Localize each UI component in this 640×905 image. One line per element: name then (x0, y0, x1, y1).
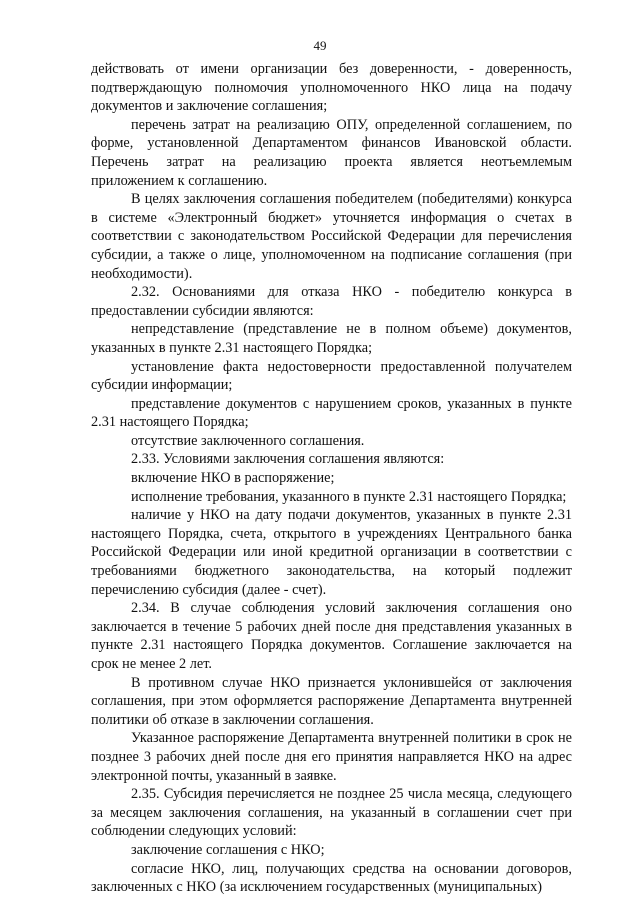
paragraph: перечень затрат на реализацию ОПУ, определенной соглашением, по форме, установленной Департаментом финансов Ивановской области. Перечень затрат на реализацию проекта является неотъемлемым приложением к соглашению. (91, 116, 572, 189)
paragraph: В целях заключения соглашения победителем (победителями) конкурса в системе «Электронный бюджет» уточняется информация о счетах в соответствии с законодательством Российской Федерации для перечисления субсидии, а также о лице, уполномоченном на подписание соглашения (при необходимости). (91, 191, 572, 282)
paragraph: действовать от имени организации без доверенности, - доверенность, подтверждающую полномочия уполномоченного НКО лица на подачу документов и заключение соглашения; (91, 61, 572, 115)
paragraph: 2.32. Основаниями для отказа НКО - победителю конкурса в предоставлении субсидии являются: (91, 284, 572, 319)
paragraph: непредставление (представление не в полном объеме) документов, указанных в пункте 2.31 настоящего Порядка; (91, 321, 572, 356)
paragraph: отсутствие заключенного соглашения. (131, 432, 365, 449)
document-body (91, 60, 572, 897)
paragraph: исполнение требования, указанного в пункте 2.31 настоящего Порядка; (131, 488, 567, 505)
paragraph: 2.33. Условиями заключения соглашения являются: (131, 451, 445, 468)
paragraph: В противном случае НКО признается уклонившейся от заключения соглашения, при этом оформляется распоряжение Департамента внутренней политики об отказе в заключении соглашения. (91, 674, 572, 728)
paragraph: Указанное распоряжение Департамента внутренней политики в срок не позднее 3 рабочих дней после дня его принятия направляется НКО на адрес электронной почты, указанный в заявке. (91, 730, 572, 784)
paragraph: 2.35. Субсидия перечисляется не позднее 25 числа месяца, следующего за месяцем заключения соглашения, на указанный в соглашении счет при соблюдении следующих условий: (91, 786, 572, 840)
paragraph: наличие у НКО на дату подачи документов, указанных в пункте 2.31 настоящего Порядка, счета, открытого в учреждениях Центрального банка Российской Федерации или иной кредитной организации в соответствии с требованиями бюджетного законодательства, на который подлежит перечислению субсидия (далее - счет). (91, 507, 572, 598)
paragraph: представление документов с нарушением сроков, указанных в пункте 2.31 настоящего Порядка; (91, 395, 572, 431)
paragraph: согласие НКО, лиц, получающих средства на основании договоров, заключенных с НКО (за исключением государственных (муниципальных) (91, 860, 572, 896)
paragraph: заключение соглашения с НКО; (131, 841, 325, 858)
paragraph: включение НКО в распоряжение; (131, 470, 335, 487)
paragraph: 2.34. В случае соблюдения условий заключения соглашения оно заключается в течение 5 рабочих дней после дня представления указанных в пункте 2.31 настоящего Порядка документов. Соглашение заключается на срок не менее 2 лет. (91, 600, 572, 672)
page-number: 49 (313, 38, 327, 53)
paragraph: установление факта недостоверности предоставленной получателем субсидии информации; (91, 358, 572, 394)
